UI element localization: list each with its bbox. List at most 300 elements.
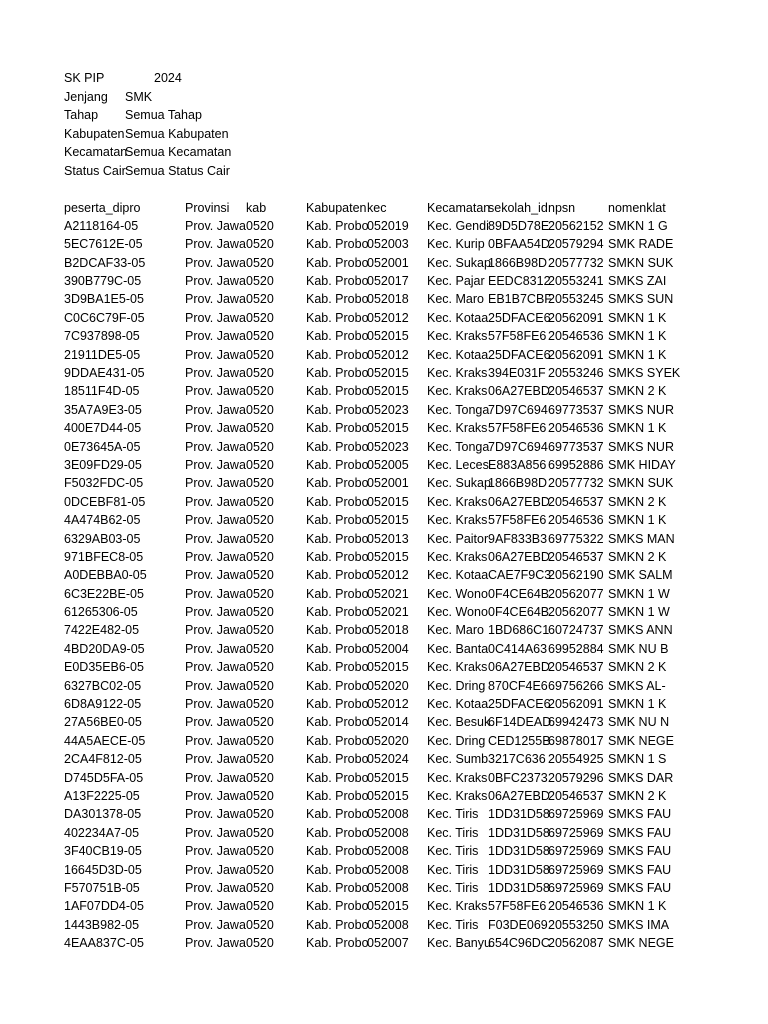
table-cell: 052014: [367, 715, 409, 730]
table-cell: D745D5FA-05: [64, 770, 144, 785]
table-cell: Prov. Jawa: [185, 807, 246, 822]
table-row: [64, 530, 675, 548]
table-cell: SMKN 2 K: [608, 789, 667, 803]
table-cell: CAE7F9C3: [488, 568, 552, 583]
table-cell: SMKN 1 K: [608, 697, 667, 712]
table-cell: Prov. Jawa: [185, 513, 246, 528]
table-cell: Kec. Sumb: [427, 752, 489, 767]
table-cell: Kab. Probo: [306, 936, 369, 951]
table-cell: 0520: [246, 807, 274, 822]
table-cell: 0520: [246, 402, 274, 417]
table-cell: 69952884: [548, 641, 604, 656]
table-cell: 06A27EBD: [488, 549, 550, 564]
table-cell: Kec. Kraks: [427, 549, 488, 564]
table-cell: 0520: [246, 586, 274, 601]
table-cell: Kec. Paitor: [427, 531, 489, 546]
table-cell: 6C3E22BE-05: [64, 586, 144, 601]
table-cell: 0520: [246, 310, 274, 325]
table-cell: 1BD686C1: [488, 623, 550, 638]
table-cell: Kab. Probo: [306, 697, 369, 712]
table-cell: Kec. Tiris: [427, 880, 479, 895]
table-cell: 20579296: [548, 770, 604, 785]
table-cell: 0BFAA54D: [488, 237, 550, 252]
column-header: Kabupaten: [306, 200, 367, 215]
table-cell: SMKN SUK: [608, 476, 674, 491]
table-cell: 1DD31D58: [488, 844, 550, 859]
table-cell: Prov. Jawa: [185, 310, 246, 325]
table-cell: 052008: [367, 844, 409, 859]
table-cell: 7C937898-05: [64, 329, 140, 344]
table-cell: Prov. Jawa: [185, 733, 246, 748]
table-cell: 0520: [246, 218, 274, 233]
filter-row: [64, 125, 668, 144]
table-cell: 20546537: [548, 494, 604, 509]
table-cell: 0520: [246, 237, 274, 252]
table-cell: Prov. Jawa: [185, 255, 246, 270]
table-cell: SMKS SYEK: [608, 366, 681, 381]
table-cell: 6D8A9122-05: [64, 697, 142, 712]
table-cell: 3D9BA1E5-05: [64, 292, 144, 307]
table-cell: Prov. Jawa: [185, 457, 246, 472]
table-cell: 9AF833B3: [488, 531, 548, 546]
table-cell: SMKS FAU: [608, 807, 672, 822]
table-row: [64, 566, 673, 584]
table-cell: 6F14DEAD: [488, 715, 552, 730]
table-cell: Kec. Kotaa: [427, 347, 489, 362]
table-cell: 20577732: [548, 476, 604, 491]
table-cell: Kab. Probo: [306, 770, 369, 785]
table-cell: 052020: [367, 733, 409, 748]
table-cell: E0D35EB6-05: [64, 660, 144, 675]
table-cell: SMKS AL-: [608, 678, 666, 693]
table-cell: 20546537: [548, 660, 604, 675]
table-cell: 402234A7-05: [64, 825, 140, 840]
table-cell: SMKS IMA: [608, 917, 670, 932]
table-cell: Prov. Jawa: [185, 605, 246, 620]
table-cell: 0520: [246, 825, 274, 840]
table-cell: 20553246: [548, 366, 604, 381]
spreadsheet: [64, 69, 681, 953]
table-cell: Prov. Jawa: [185, 678, 246, 693]
table-cell: Prov. Jawa: [185, 366, 246, 381]
table-cell: Kec. Kraks: [427, 789, 488, 803]
table-cell: 052008: [367, 862, 409, 877]
table-cell: SMKN 2 K: [608, 549, 667, 564]
table-cell: Kab. Probo: [306, 605, 369, 620]
table-cell: 0520: [246, 770, 274, 785]
table-cell: Kec. Sukap: [427, 255, 491, 270]
table-cell: Kab. Probo: [306, 789, 369, 803]
table-cell: Kab. Probo: [306, 384, 369, 399]
table-cell: 052008: [367, 807, 409, 822]
table-cell: 1DD31D58: [488, 862, 550, 877]
table-cell: Kab. Probo: [306, 733, 369, 748]
table-cell: 0520: [246, 513, 274, 528]
table-cell: 0520: [246, 457, 274, 472]
table-cell: 69773537: [548, 402, 604, 417]
table-cell: SMKS ANN: [608, 623, 673, 638]
table-cell: 6327BC02-05: [64, 678, 142, 693]
table-cell: 1DD31D58: [488, 825, 550, 840]
table-cell: 6329AB03-05: [64, 531, 141, 546]
table-cell: SMKS NUR: [608, 439, 674, 454]
table-cell: Kab. Probo: [306, 513, 369, 528]
table-cell: 44A5AECE-05: [64, 733, 146, 748]
table-cell: Kec. Tiris: [427, 862, 479, 877]
table-cell: 052015: [367, 494, 409, 509]
table-row: [64, 419, 668, 437]
table-cell: Kab. Probo: [306, 329, 369, 344]
table-cell: Prov. Jawa: [185, 936, 246, 951]
table-cell: 1DD31D58: [488, 807, 550, 822]
table-cell: 0F4CE64B: [488, 586, 550, 601]
column-header: nomenklat: [608, 200, 666, 215]
table-cell: 20562077: [548, 586, 604, 601]
table-row: [64, 309, 668, 327]
table-cell: DA301378-05: [64, 807, 142, 822]
table-cell: 69725969: [548, 825, 604, 840]
filter-label: Tahap: [64, 108, 99, 122]
table-cell: 20553241: [548, 274, 604, 289]
table-cell: Kab. Probo: [306, 880, 369, 895]
filter-row: [64, 88, 668, 107]
table-cell: 20579294: [548, 237, 604, 252]
table-cell: Kab. Probo: [306, 310, 369, 325]
table-cell: 052024: [367, 752, 409, 767]
table-cell: Prov. Jawa: [185, 347, 246, 362]
table-cell: 052015: [367, 329, 409, 344]
table-row: [64, 217, 668, 235]
filter-label: Status Cair: [64, 163, 126, 178]
table-cell: 052020: [367, 678, 409, 693]
table-cell: C0C6C79F-05: [64, 310, 145, 325]
table-cell: 89D5D78E: [488, 218, 550, 233]
table-cell: 7D97C694: [488, 402, 548, 417]
table-cell: Kab. Probo: [306, 825, 369, 840]
table-cell: 0520: [246, 605, 274, 620]
table-cell: Kec. Dring: [427, 733, 486, 748]
table-cell: SMK SALM: [608, 568, 673, 583]
table-cell: Prov. Jawa: [185, 274, 246, 289]
table-cell: Prov. Jawa: [185, 292, 246, 307]
table-cell: Kec. Kraks: [427, 384, 488, 399]
table-row: [64, 824, 672, 842]
column-header: Kecamatan: [427, 200, 491, 215]
table-cell: Kab. Probo: [306, 549, 369, 564]
table-row: [64, 621, 673, 639]
table-cell: Kec. Tiris: [427, 807, 479, 822]
table-cell: 052004: [367, 641, 409, 656]
table-cell: Kab. Probo: [306, 531, 369, 546]
table-cell: SMKN 1 W: [608, 605, 670, 620]
table-cell: 06A27EBD: [488, 660, 550, 675]
table-cell: 052023: [367, 439, 409, 454]
table-cell: 0520: [246, 531, 274, 546]
table-cell: Kec. Kotaa: [427, 568, 489, 583]
table-cell: EEDC8312: [488, 274, 551, 289]
filter-row: [64, 162, 668, 181]
table-cell: Kec. Leces: [427, 457, 489, 472]
table-row: [64, 769, 674, 787]
table-cell: E883A856: [488, 457, 547, 472]
table-cell: 052012: [367, 697, 409, 712]
table-cell: 052015: [367, 770, 409, 785]
table-cell: 20562152: [548, 218, 604, 233]
table-row: [64, 861, 672, 879]
table-row: [64, 474, 674, 492]
table-cell: 1866B98D: [488, 476, 548, 491]
table-cell: Kab. Probo: [306, 402, 369, 417]
table-cell: Kab. Probo: [306, 457, 369, 472]
table-cell: 052017: [367, 274, 409, 289]
table-cell: 20562091: [548, 697, 604, 712]
table-cell: 21911DE5-05: [64, 347, 141, 362]
table-cell: 0520: [246, 329, 274, 344]
table-row: [64, 346, 668, 364]
table-cell: SMKS FAU: [608, 844, 672, 859]
table-cell: 052021: [367, 605, 409, 620]
table-cell: Kab. Probo: [306, 586, 369, 601]
table-cell: 052012: [367, 347, 409, 362]
table-cell: Prov. Jawa: [185, 623, 246, 638]
table-cell: 69725969: [548, 862, 604, 877]
table-row: [64, 585, 668, 603]
table-cell: 0520: [246, 678, 274, 693]
filter-row: [64, 143, 668, 162]
table-cell: 69878017: [548, 733, 604, 748]
filter-value: Semua Status Cair: [125, 163, 230, 178]
table-cell: Prov. Jawa: [185, 899, 246, 914]
table-cell: 35A7A9E3-05: [64, 402, 142, 417]
table-cell: Kab. Probo: [306, 255, 369, 270]
table-row: [64, 658, 668, 676]
table-cell: 69725969: [548, 807, 604, 822]
table-cell: 69773537: [548, 439, 604, 454]
table-cell: Prov. Jawa: [185, 752, 246, 767]
table-cell: 052018: [367, 292, 409, 307]
table-row: [64, 382, 668, 400]
table-cell: Prov. Jawa: [185, 880, 246, 895]
table-cell: Prov. Jawa: [185, 715, 246, 730]
table-cell: Kec. Pajar: [427, 274, 485, 289]
table-cell: 0520: [246, 641, 274, 656]
table-row: [64, 897, 668, 915]
table-cell: Kec. Kraks: [427, 770, 488, 785]
column-header: kec: [367, 200, 387, 215]
table-cell: 0520: [246, 274, 274, 289]
table-row: [64, 401, 674, 419]
table-cell: Prov. Jawa: [185, 329, 246, 344]
table-cell: 052015: [367, 899, 409, 914]
table-cell: Kec. Gendi: [427, 218, 489, 233]
table-cell: 69775322: [548, 531, 604, 546]
table-cell: 57F58FE6: [488, 421, 547, 436]
table-cell: 20562091: [548, 310, 604, 325]
table-cell: 0C414A63: [488, 641, 548, 656]
table-cell: Kec. Banyu: [427, 936, 491, 951]
header-row: [64, 199, 668, 217]
table-row: [64, 787, 668, 805]
table-cell: SMKS FAU: [608, 862, 672, 877]
table-cell: 0520: [246, 936, 274, 951]
table-row: [64, 677, 668, 695]
table-cell: Kec. Kurip: [427, 237, 485, 252]
table-cell: Kab. Probo: [306, 494, 369, 509]
table-cell: Kab. Probo: [306, 292, 369, 307]
table-row: [64, 713, 668, 731]
table-cell: Prov. Jawa: [185, 402, 246, 417]
table-cell: 052007: [367, 936, 409, 951]
table-cell: 4BD20DA9-05: [64, 641, 145, 656]
table-cell: Kab. Probo: [306, 237, 369, 252]
table-cell: Kab. Probo: [306, 347, 369, 362]
column-header: npsn: [548, 200, 576, 215]
table-cell: 0520: [246, 255, 274, 270]
table-row: [64, 750, 668, 768]
table-cell: SMKN 2 K: [608, 384, 667, 399]
table-cell: Prov. Jawa: [185, 586, 246, 601]
table-cell: 0520: [246, 733, 274, 748]
table-cell: Kab. Probo: [306, 862, 369, 877]
table-cell: SMK NU N: [608, 715, 670, 730]
table-cell: 25DFACE6: [488, 697, 551, 712]
table-cell: 052023: [367, 402, 409, 417]
table-cell: Prov. Jawa: [185, 384, 246, 399]
table-cell: SMKN 2 K: [608, 494, 667, 509]
table-cell: Kec. Wono: [427, 586, 488, 601]
table-cell: 20562091: [548, 347, 604, 362]
table-cell: 0520: [246, 862, 274, 877]
table-cell: 57F58FE6: [488, 899, 547, 914]
table-cell: 0520: [246, 439, 274, 454]
table-cell: 4EAA837C-05: [64, 936, 144, 951]
table-cell: Kec. Kraks: [427, 494, 488, 509]
table-row: [64, 364, 681, 382]
table-cell: 57F58FE6: [488, 513, 547, 528]
table-cell: Kec. Tiris: [427, 825, 479, 840]
table-cell: Kab. Probo: [306, 641, 369, 656]
table-cell: Kec. Kotaa: [427, 697, 489, 712]
table-cell: Prov. Jawa: [185, 531, 246, 546]
table-cell: Prov. Jawa: [185, 697, 246, 712]
table-row: [64, 254, 674, 272]
table-cell: 20554925: [548, 752, 604, 767]
table-cell: SMK NU B: [608, 641, 669, 656]
table-cell: SMK HIDAY: [608, 457, 676, 472]
table-cell: Kec. Kraks: [427, 899, 488, 914]
table-cell: 20562190: [548, 568, 604, 583]
table-cell: Kab. Probo: [306, 366, 369, 381]
table-cell: 0520: [246, 292, 274, 307]
table-cell: 4A474B62-05: [64, 513, 141, 528]
table-cell: 7D97C694: [488, 439, 548, 454]
table-cell: SMKN 1 K: [608, 513, 667, 528]
table-cell: 20562087: [548, 936, 604, 951]
table-cell: 052021: [367, 586, 409, 601]
table-cell: 0520: [246, 660, 274, 675]
table-cell: 052005: [367, 457, 409, 472]
table-cell: 20562077: [548, 605, 604, 620]
table-cell: 20546537: [548, 549, 604, 564]
table-cell: 06A27EBD: [488, 384, 550, 399]
table-cell: Kab. Probo: [306, 752, 369, 767]
table-cell: 1DD31D58: [488, 880, 550, 895]
table-cell: 69725969: [548, 880, 604, 895]
table-cell: 1866B98D: [488, 255, 548, 270]
table-cell: 052013: [367, 531, 409, 546]
table-cell: Kab. Probo: [306, 568, 369, 583]
table-cell: 052015: [367, 549, 409, 564]
table-cell: Prov. Jawa: [185, 568, 246, 583]
table-cell: Kec. Sukap: [427, 476, 491, 491]
table-cell: SMKS FAU: [608, 880, 672, 895]
filter-value: Semua Kabupaten: [125, 126, 229, 141]
table-cell: 052008: [367, 825, 409, 840]
table-row: [64, 603, 668, 621]
table-row: [64, 272, 668, 290]
table-cell: F5032FDC-05: [64, 476, 144, 491]
table-cell: 0520: [246, 880, 274, 895]
table-cell: 20553245: [548, 292, 604, 307]
table-cell: Kab. Probo: [306, 274, 369, 289]
table-cell: 60724737: [548, 623, 604, 638]
table-row: [64, 805, 672, 823]
table-row: [64, 640, 668, 658]
table-cell: 69756266: [548, 678, 604, 693]
table-cell: Kab. Probo: [306, 917, 369, 932]
table-cell: SMKN 1 K: [608, 347, 667, 362]
filter-value: SMK: [125, 89, 153, 104]
table-cell: 18511F4D-05: [64, 384, 140, 399]
table-cell: Kec. Kraks: [427, 660, 488, 675]
table-row: [64, 732, 674, 750]
table-cell: Kab. Probo: [306, 807, 369, 822]
table-cell: 052001: [367, 255, 409, 270]
table-cell: Kec. Kotaa: [427, 310, 489, 325]
table-cell: 052015: [367, 789, 409, 803]
table-cell: 390B779C-05: [64, 274, 142, 289]
table-cell: 3217C636: [488, 752, 546, 767]
table-row: [64, 456, 676, 474]
table-row: [64, 548, 668, 566]
table-cell: 0520: [246, 844, 274, 859]
table-cell: 654C96DC: [488, 936, 550, 951]
table-cell: 052012: [367, 310, 409, 325]
table-row: [64, 879, 672, 897]
table-cell: 20546537: [548, 789, 604, 803]
table-cell: 0520: [246, 789, 274, 803]
table-cell: Kab. Probo: [306, 623, 369, 638]
table-cell: 9DDAE431-05: [64, 366, 145, 381]
table-cell: 052001: [367, 476, 409, 491]
table-cell: 16645D3D-05: [64, 862, 142, 877]
table-cell: 25DFACE6: [488, 347, 551, 362]
table-body: [64, 217, 681, 953]
table-cell: 400E7D44-05: [64, 421, 142, 436]
table-cell: 1443B982-05: [64, 917, 140, 932]
table-cell: 052015: [367, 421, 409, 436]
table-cell: 0520: [246, 421, 274, 436]
table-cell: Kab. Probo: [306, 678, 369, 693]
table-cell: 20546537: [548, 384, 604, 399]
table-cell: 20546536: [548, 513, 604, 528]
table-cell: SMKS SUN: [608, 292, 674, 307]
filter-value: 2024: [154, 71, 182, 85]
table-cell: Kab. Probo: [306, 439, 369, 454]
table-cell: Kec. Maro: [427, 292, 484, 307]
table-cell: Kab. Probo: [306, 660, 369, 675]
table-cell: Kec. Kraks: [427, 513, 488, 528]
